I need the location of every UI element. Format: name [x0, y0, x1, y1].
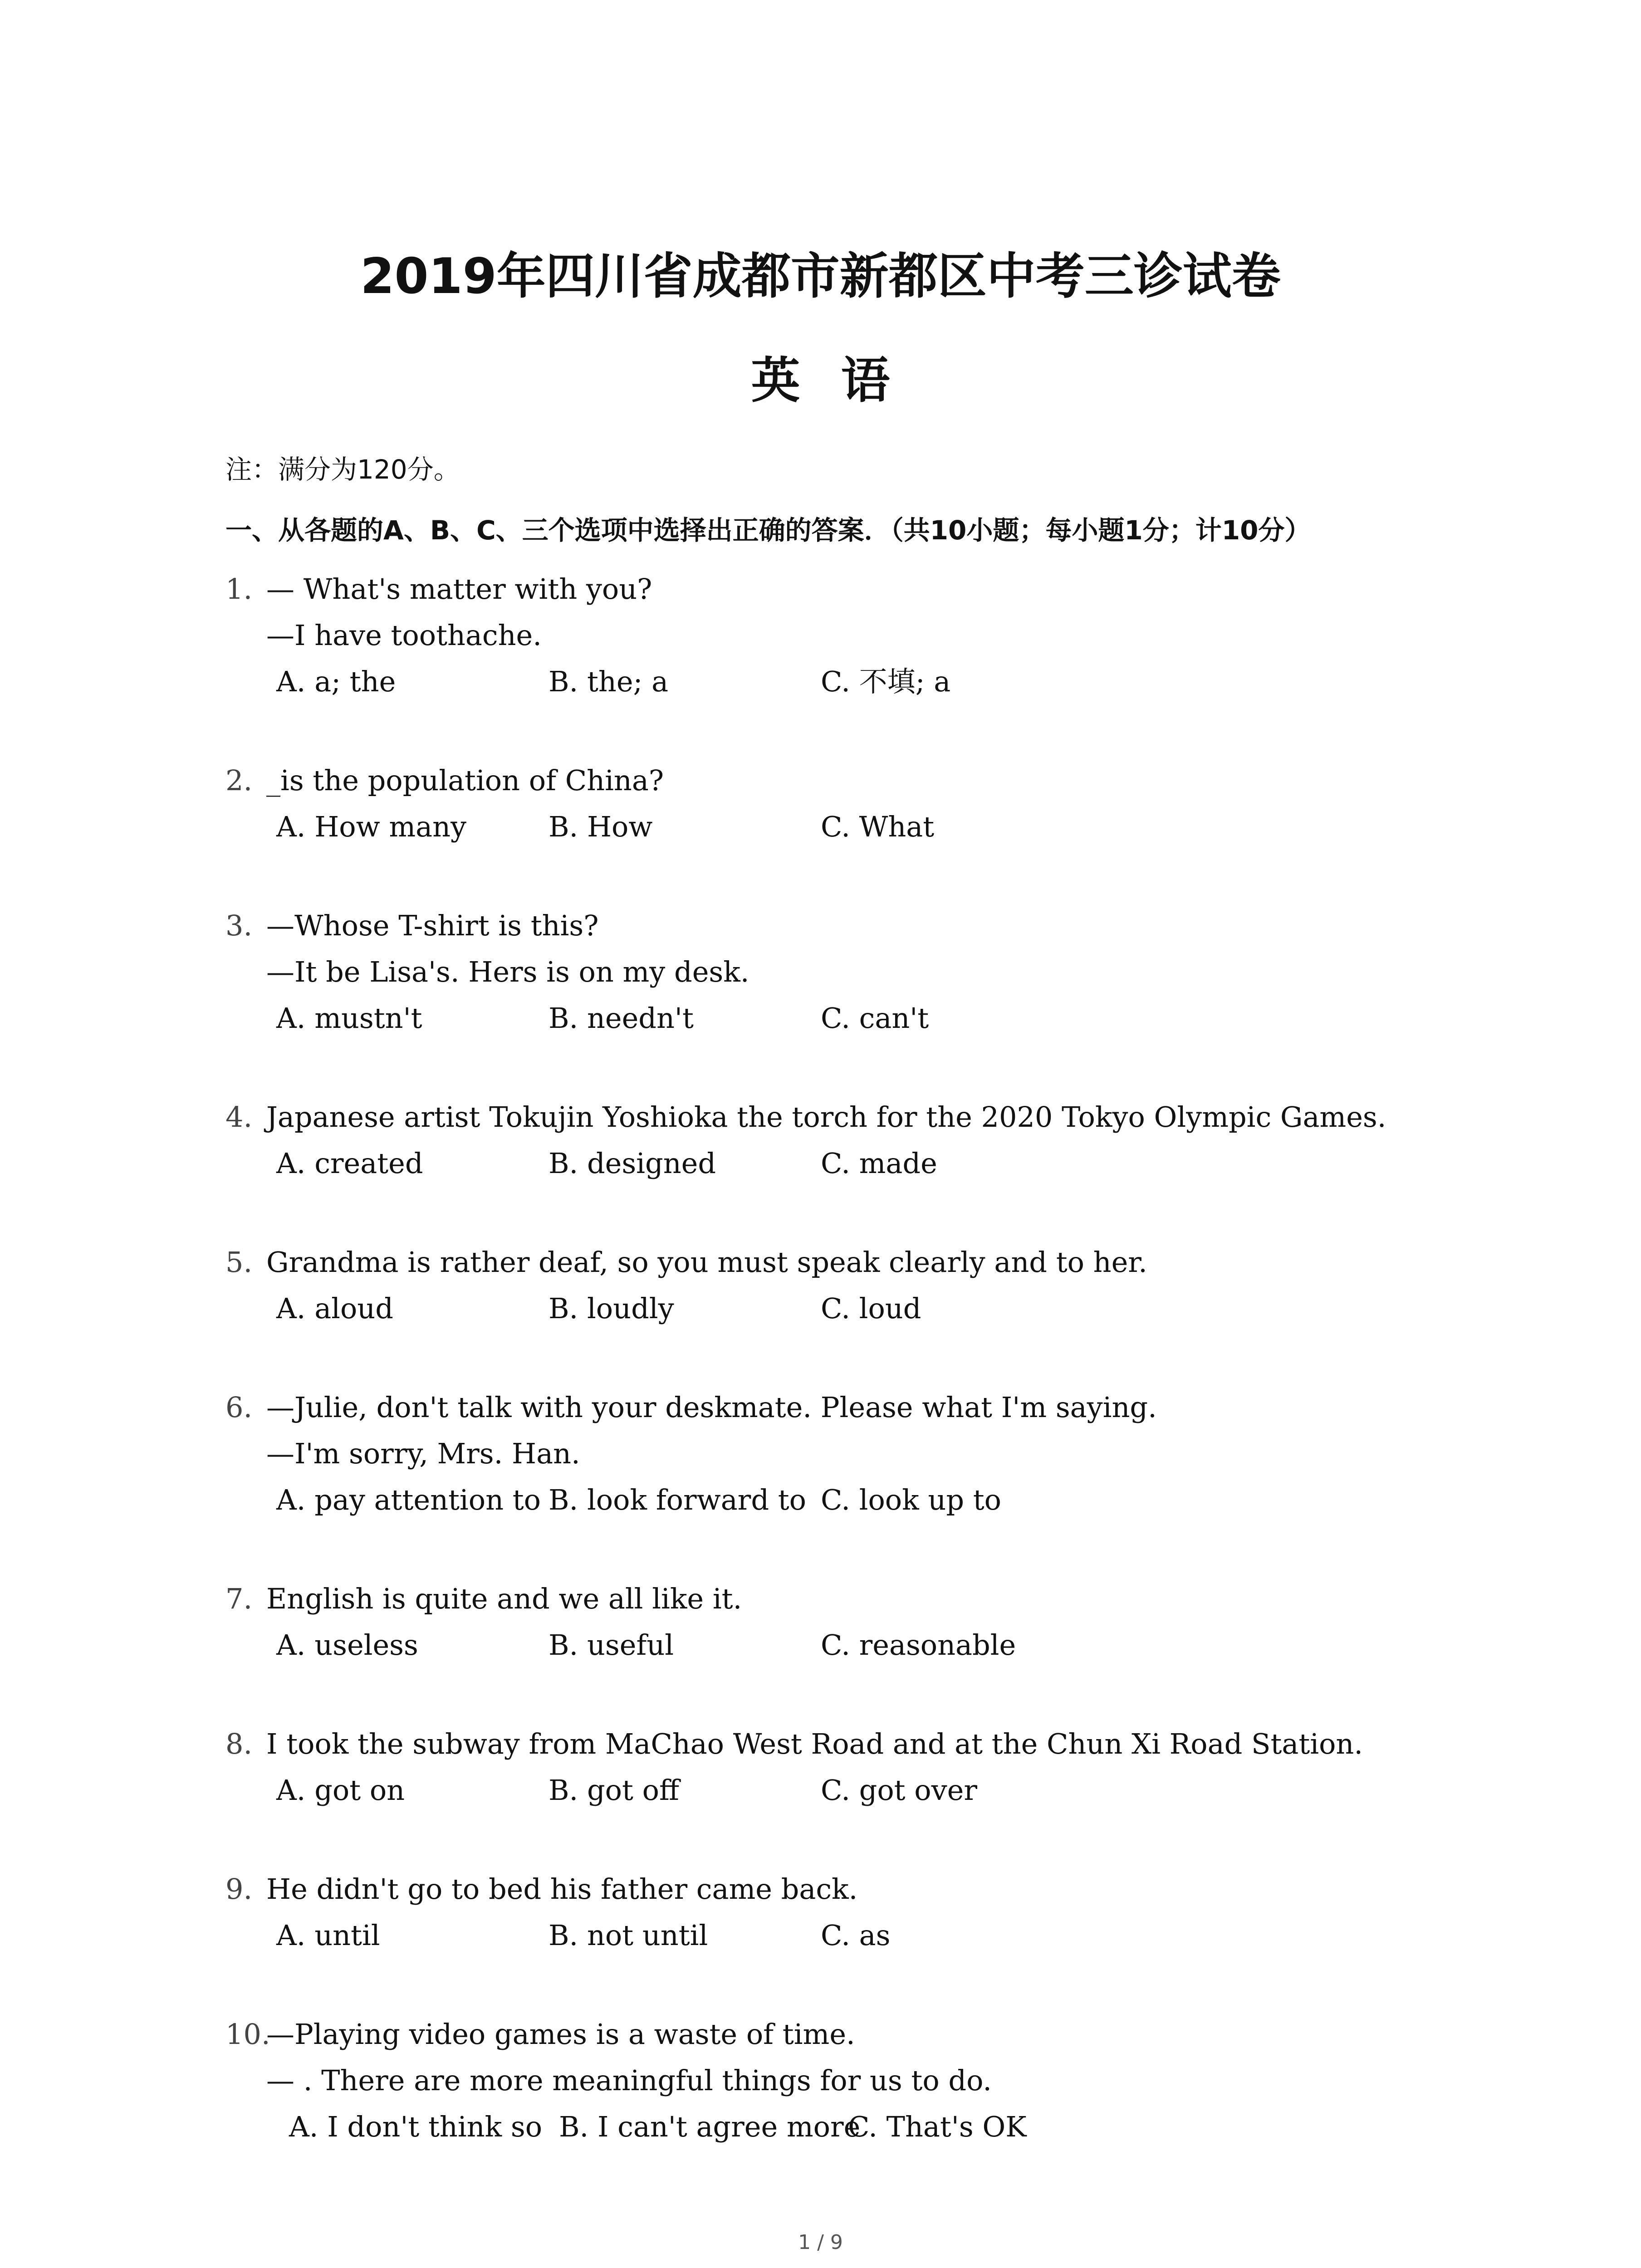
question-text: _is the population of China? [266, 764, 664, 797]
option-a: A. a; the [276, 665, 396, 698]
option-a: A. I don't think so [289, 2110, 543, 2143]
option-b: B. got off [549, 1774, 679, 1807]
question-6 [225, 1384, 1587, 1523]
question-text: I took the subway from MaChao West Road and at the Chun Xi Road Station. [266, 1727, 1363, 1760]
option-b: B. not until [549, 1919, 708, 1952]
option-b: B. the; a [549, 665, 669, 698]
question-text: —I'm sorry, Mrs. Han. [266, 1437, 580, 1470]
question-number: 1. [225, 572, 253, 606]
question-text: —I have toothache. [266, 619, 542, 652]
option-c: C. That's OK [848, 2110, 1027, 2143]
option-c: C. made [821, 1147, 937, 1180]
question-text: —Playing video games is a waste of time. [266, 2018, 855, 2051]
question-number: 2. [225, 764, 253, 797]
option-b: B. I can't agree more [559, 2110, 861, 2143]
question-text: —It be Lisa's. Hers is on my desk. [266, 955, 749, 988]
question-2 [225, 758, 1587, 850]
option-b: B. loudly [549, 1292, 674, 1325]
option-c: C. as [821, 1919, 891, 1952]
option-c: C. reasonable [821, 1628, 1016, 1662]
option-c: C. loud [821, 1292, 921, 1325]
option-b: B. needn't [549, 1002, 694, 1035]
question-number: 9. [225, 1872, 253, 1906]
question-text: Grandma is rather deaf, so you must speak clearly and to her. [266, 1246, 1147, 1279]
option-c: C. What [821, 810, 935, 843]
question-text: Japanese artist Tokujin Yoshioka the torch for the 2020 Tokyo Olympic Games. [266, 1100, 1386, 1134]
option-a: A. How many [276, 810, 467, 843]
option-c: C. 不填; a [821, 665, 951, 698]
question-text: He didn't go to bed his father came back. [266, 1872, 858, 1906]
question-number: 4. [225, 1100, 253, 1134]
question-text: English is quite and we all like it. [266, 1582, 742, 1615]
option-a: A. aloud [276, 1292, 393, 1325]
option-a: A. until [276, 1919, 380, 1952]
option-a: A. useless [276, 1628, 418, 1662]
question-9 [225, 1866, 1587, 1959]
option-c: C. got over [821, 1774, 977, 1807]
option-b: B. look forward to [549, 1483, 806, 1516]
option-b: B. useful [549, 1628, 674, 1662]
question-number: 6. [225, 1391, 253, 1424]
question-text: —Whose T-shirt is this? [266, 909, 599, 942]
question-list [225, 566, 1587, 2203]
option-c: C. can't [821, 1002, 929, 1035]
question-3 [225, 903, 1587, 1041]
exam-title: 2019年四川省成都市新都区中考三诊试卷 [360, 248, 1281, 305]
question-8 [225, 1721, 1587, 1813]
section-heading: 一、从各题的A、B、C、三个选项中选择出正确的答案．（共10小题；每小题1分；计10分） [225, 515, 1311, 546]
question-7 [225, 1576, 1587, 1668]
question-number: 7. [225, 1582, 253, 1615]
option-b: B. How [549, 810, 653, 843]
question-number: 3. [225, 909, 253, 942]
exam-subject: 英语 [751, 352, 931, 409]
score-note: 注：满分为120分。 [225, 454, 460, 485]
option-a: A. pay attention to [276, 1483, 541, 1516]
question-number: 10. [225, 2018, 270, 2051]
question-4 [225, 1094, 1587, 1187]
question-5 [225, 1239, 1587, 1332]
question-text: — What's matter with you? [266, 572, 652, 606]
question-10 [225, 2011, 1587, 2150]
question-1 [225, 566, 1587, 705]
option-a: A. created [276, 1147, 423, 1180]
option-c: C. look up to [821, 1483, 1001, 1516]
question-number: 8. [225, 1727, 253, 1760]
option-a: A. mustn't [276, 1002, 422, 1035]
question-text: —Julie, don't talk with your deskmate. Please what I'm saying. [266, 1391, 1157, 1424]
question-number: 5. [225, 1246, 253, 1279]
option-b: B. designed [549, 1147, 716, 1180]
page-number: 1 / 9 [798, 2231, 843, 2254]
question-text: — . There are more meaningful things for us to do. [266, 2064, 992, 2097]
option-a: A. got on [276, 1774, 405, 1807]
